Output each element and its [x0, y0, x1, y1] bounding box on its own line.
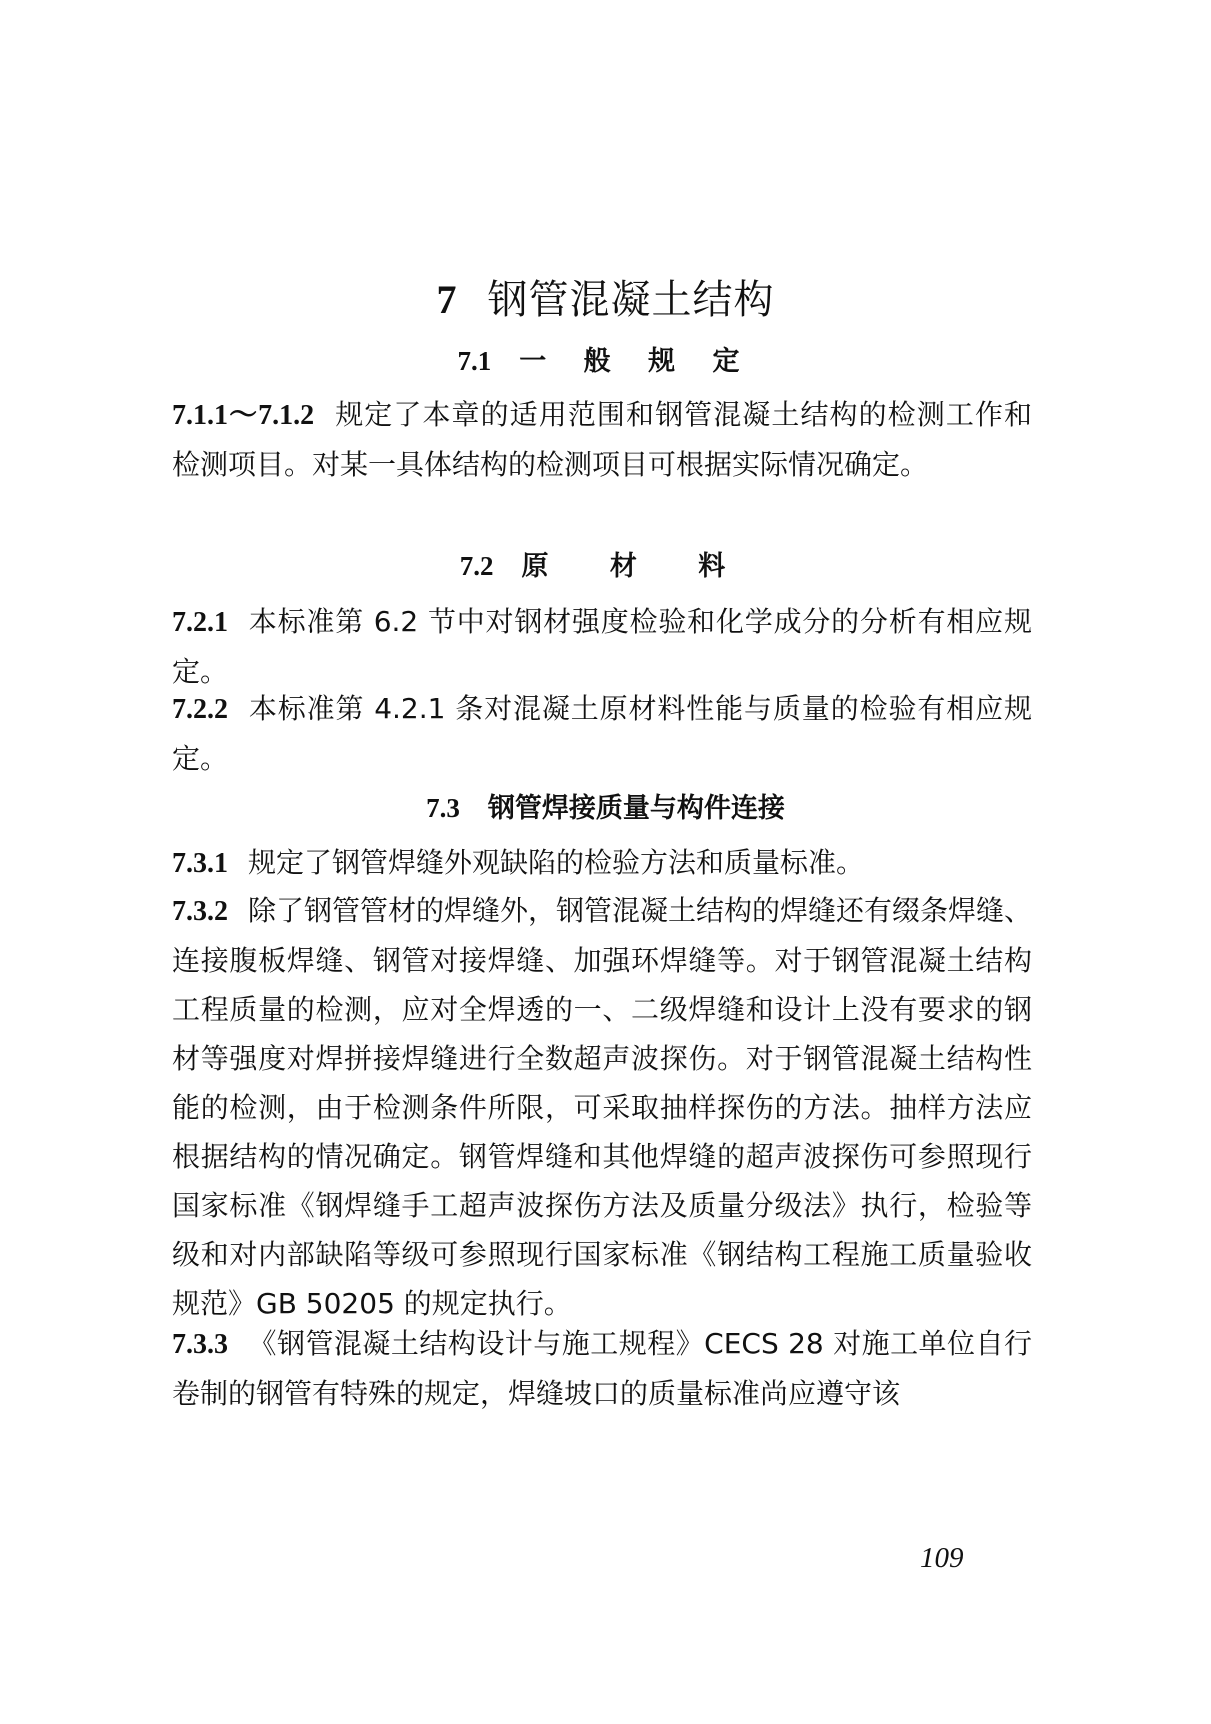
clause-7-3-3: [172, 1319, 1032, 1418]
clause-number: 7.2.2: [172, 694, 228, 725]
section-title-text: 一 般 规 定: [519, 346, 754, 377]
clause-text: 规定了本章的适用范围和钢管混凝土结构的检测工作和检测项目。对某一具体结构的检测项目可根据实际情况确定。: [172, 398, 1032, 481]
clause-7-1-1: [172, 390, 1032, 489]
clause-number: 7.1.1～7.1.2: [172, 400, 315, 431]
clause-number: 7.2.1: [172, 607, 228, 638]
clause-7-3-2: [172, 886, 1032, 1328]
chapter-title-text: 钢管混凝土结构: [487, 277, 775, 323]
clause-number: 7.3.2: [172, 896, 228, 927]
clause-7-2-2: [172, 684, 1032, 783]
section-heading-7-3: [0, 786, 1211, 825]
section-heading-7-1: [0, 339, 1211, 378]
clause-number: 7.3.1: [172, 848, 228, 879]
clause-7-2-1: [172, 597, 1032, 696]
section-number: 7.3: [426, 793, 460, 823]
clause-text: 规定了钢管焊缝外观缺陷的检验方法和质量标准。: [248, 846, 865, 879]
clause-text: 本标准第 4.2.1 条对混凝土原材料性能与质量的检验有相应规定。: [172, 692, 1032, 775]
clause-7-3-1: [172, 838, 1032, 888]
chapter-number: 7: [436, 277, 458, 322]
chapter-title: [0, 268, 1211, 325]
clause-text: 《钢管混凝土结构设计与施工规程》CECS 28 对施工单位自行卷制的钢管有特殊的规定，焊缝坡口的质量标准尚应遵守该: [172, 1327, 1032, 1410]
section-heading-7-2: [0, 544, 1211, 583]
section-number: 7.2: [459, 551, 494, 581]
page-number: 109: [920, 1542, 964, 1574]
section-number: 7.1: [457, 346, 492, 376]
section-title-text: 原 材 料: [521, 551, 752, 582]
section-title-text: 钢管焊接质量与构件连接: [487, 793, 785, 824]
clause-number: 7.3.3: [172, 1329, 228, 1360]
clause-text: 本标准第 6.2 节中对钢材强度检验和化学成分的分析有相应规定。: [172, 605, 1032, 688]
clause-text: 除了钢管管材的焊缝外，钢管混凝土结构的焊缝还有缀条焊缝、连接腹板焊缝、钢管对接焊缝、加强环焊缝等。对于钢管混凝土结构工程质量的检测，应对全焊透的一、二级焊缝和设计上没有要求的钢材等强度对焊拼接焊缝进行全数超声波探伤。对于钢管混凝土结构性能的检测，由于检测条件所限，可采取抽样探伤的方法。抽样方法应根据结构的情况确定。钢管焊缝和其他焊缝的超声波探伤可参照现行国家标准《钢焊缝手工超声波探伤方法及质量分级法》执行，检验等级和对内部缺陷等级可参照现行国家标准《钢结构工程施工质量验收规范》GB 50205 的规定执行。: [172, 894, 1033, 1320]
